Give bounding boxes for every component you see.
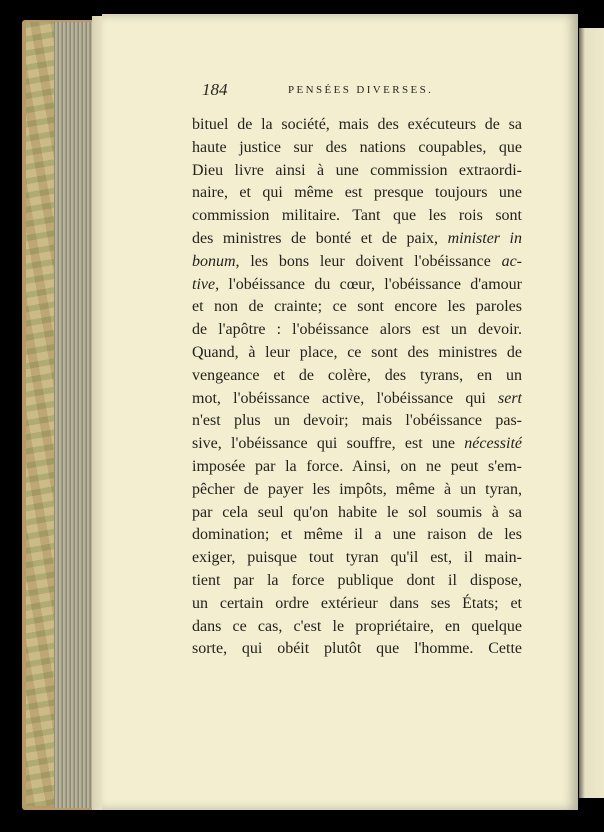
text-line bbox=[192, 433, 522, 456]
text-segment: imposée par la force. Ainsi, on ne peut s'em- bbox=[192, 457, 522, 475]
text-segment: exiger, puisque tout tyran qu'il est, il main- bbox=[192, 549, 522, 567]
page-header bbox=[202, 80, 522, 102]
text-line bbox=[192, 593, 522, 616]
italic-text: nécessité bbox=[464, 435, 522, 453]
italic-text: minister in bbox=[447, 229, 522, 247]
text-line bbox=[192, 365, 522, 388]
text-line bbox=[192, 479, 522, 502]
text-line bbox=[192, 319, 522, 342]
text-segment: de l'apôtre : l'obéissance alors est un devoir. bbox=[192, 321, 522, 339]
body-text bbox=[192, 114, 522, 661]
text-segment: naire, et qui même est presque toujours une bbox=[192, 184, 522, 202]
text-line bbox=[192, 296, 522, 319]
text-segment: Dieu livre ainsi à une commission extraordi- bbox=[192, 161, 522, 179]
italic-text: tive, bbox=[192, 275, 220, 293]
text-line bbox=[192, 114, 522, 137]
running-head: PENSÉES DIVERSES. bbox=[288, 84, 434, 96]
text-segment: les bons leur doivent l'obéissance bbox=[239, 252, 502, 270]
italic-text: ac- bbox=[501, 252, 522, 270]
text-line bbox=[192, 388, 522, 411]
text-segment: commission militaire. Tant que les rois sont bbox=[192, 207, 522, 225]
text-segment: des ministres de bonté et de paix, bbox=[192, 229, 448, 247]
text-segment: haute justice sur des nations coupables, que bbox=[192, 138, 522, 156]
text-line bbox=[192, 342, 522, 365]
text-segment: tient par la force publique dont il dispose, bbox=[192, 571, 522, 589]
text-line bbox=[192, 410, 522, 433]
text-segment: un certain ordre extérieur dans ses États; et bbox=[192, 594, 522, 612]
text-segment: dans ce cas, c'est le propriétaire, en quelque bbox=[192, 617, 522, 635]
text-line bbox=[192, 502, 522, 525]
text-line bbox=[192, 182, 522, 205]
text-segment: domination; et même il a une raison de les bbox=[192, 526, 522, 544]
text-line bbox=[192, 570, 522, 593]
text-segment: Quand, à leur place, ce sont des ministres de bbox=[192, 343, 522, 361]
text-line bbox=[192, 547, 522, 570]
text-segment: pêcher de payer les impôts, même à un tyran, bbox=[192, 480, 522, 498]
italic-text: bonum, bbox=[192, 252, 240, 270]
text-segment: mot, l'obéissance active, l'obéissance qui bbox=[192, 389, 498, 407]
text-segment: sorte, qui obéit plutôt que l'homme. Cette bbox=[192, 640, 522, 658]
marbled-edge bbox=[26, 22, 54, 806]
text-line bbox=[192, 456, 522, 479]
text-line bbox=[192, 205, 522, 228]
text-line bbox=[192, 616, 522, 639]
text-segment: vengeance et de colère, des tyrans, en un bbox=[192, 366, 522, 384]
italic-text: sert bbox=[498, 389, 522, 407]
text-line bbox=[192, 524, 522, 547]
text-line bbox=[192, 228, 522, 251]
text-line bbox=[192, 137, 522, 160]
text-segment: bituel de la société, mais des exécuteurs de sa bbox=[192, 116, 522, 133]
text-line bbox=[192, 274, 522, 297]
text-segment: n'est plus un devoir; mais l'obéissance pas- bbox=[192, 412, 522, 430]
text-segment: sive, l'obéissance qui souffre, est une bbox=[192, 435, 465, 453]
text-segment: l'obéissance du cœur, l'obéissance d'amour bbox=[219, 275, 522, 293]
text-line bbox=[192, 251, 522, 274]
text-segment: par cela seul qu'on habite le sol soumis à sa bbox=[192, 503, 522, 521]
page-number: 184 bbox=[202, 80, 228, 99]
text-segment: et non de crainte; ce sont encore les paroles bbox=[192, 298, 522, 316]
text-line bbox=[192, 160, 522, 183]
text-line bbox=[192, 638, 522, 661]
facing-page-edge bbox=[579, 28, 604, 798]
